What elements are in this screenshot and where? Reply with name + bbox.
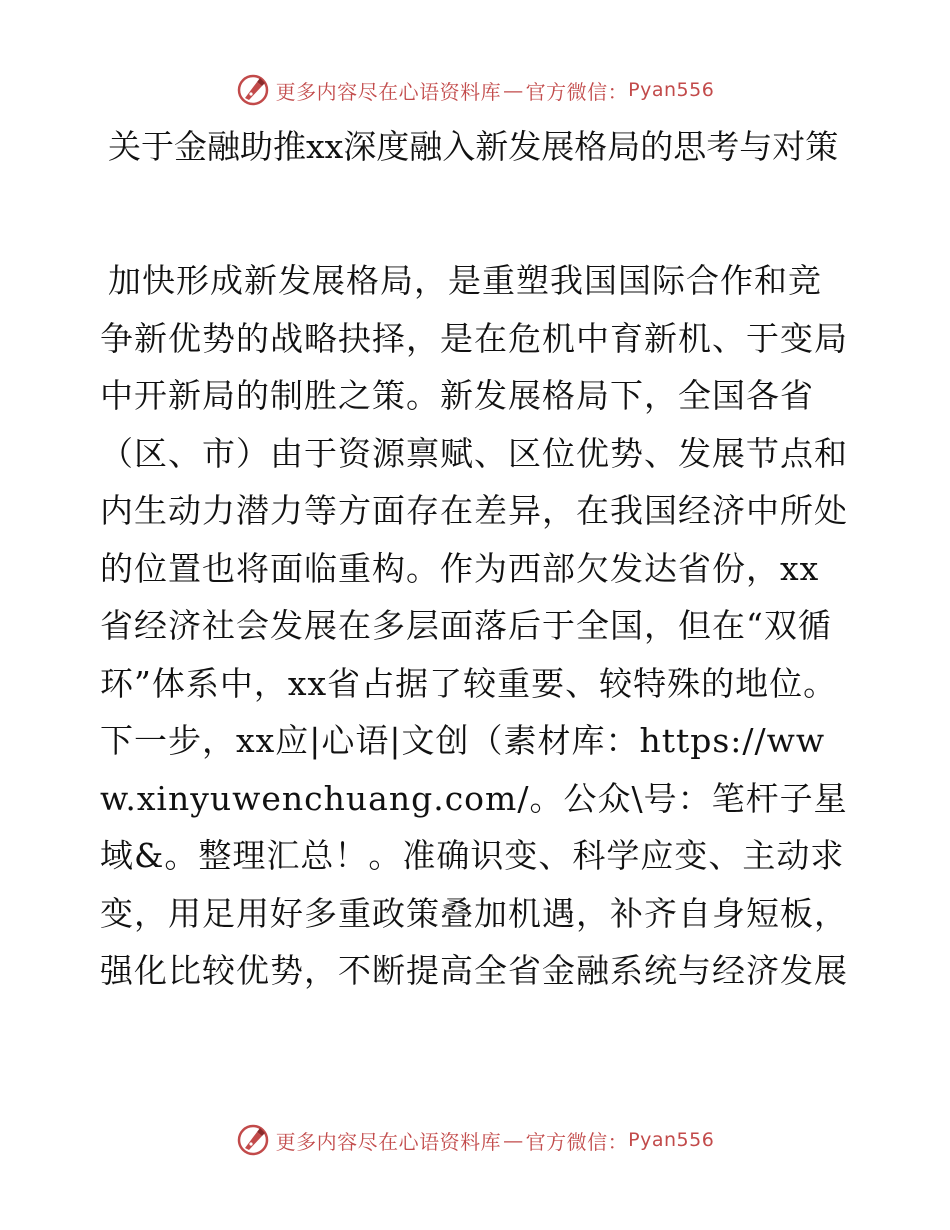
header-watermark xyxy=(0,70,950,110)
watermark-label: 官方微信： xyxy=(525,79,629,104)
watermark-text: 更多内容尽在心语资料库 xyxy=(275,1129,502,1154)
document-title: 关于金融助推xx深度融入新发展格局的思考与对策 xyxy=(108,127,839,166)
footer-watermark xyxy=(0,1120,950,1160)
pen-nib-logo-icon xyxy=(236,73,270,107)
watermark-wechat-id: Pyan556 xyxy=(628,79,715,101)
watermark-wechat-id: Pyan556 xyxy=(628,1129,715,1151)
watermark-separator: — xyxy=(503,1128,524,1152)
pen-nib-logo-icon xyxy=(236,1123,270,1157)
watermark-text: 更多内容尽在心语资料库 xyxy=(275,79,502,104)
document-paragraph: 加快形成新发展格局，是重塑我国国际合作和竞争新优势的战略抉择，是在危机中育新机、于变局中开新局的制胜之策。新发展格局下，全国各省（区、市）由于资源禀赋、区位优势、发展节点和内生动力潜力等方面存在差异，在我国经济中所处的位置也将面临重构。作为西部欠发达省份，xx省经济社会发展在多层面落后于全国，但在“双循环”体系中，xx省占据了较重要、较特殊的地位。下一步，xx应|心语|文创（素材库：https://www.xinyuwenchuang.com/。公众\号：笔杆子星域&。整理汇总！。准确识变、科学应变、主动求变，用足用好多重政策叠加机遇，补齐自身短板，强化比较优势，不断提高全省金融系统与经济发展 xyxy=(100,261,848,990)
watermark-separator: — xyxy=(503,78,524,102)
watermark-label: 官方微信： xyxy=(525,1129,629,1154)
